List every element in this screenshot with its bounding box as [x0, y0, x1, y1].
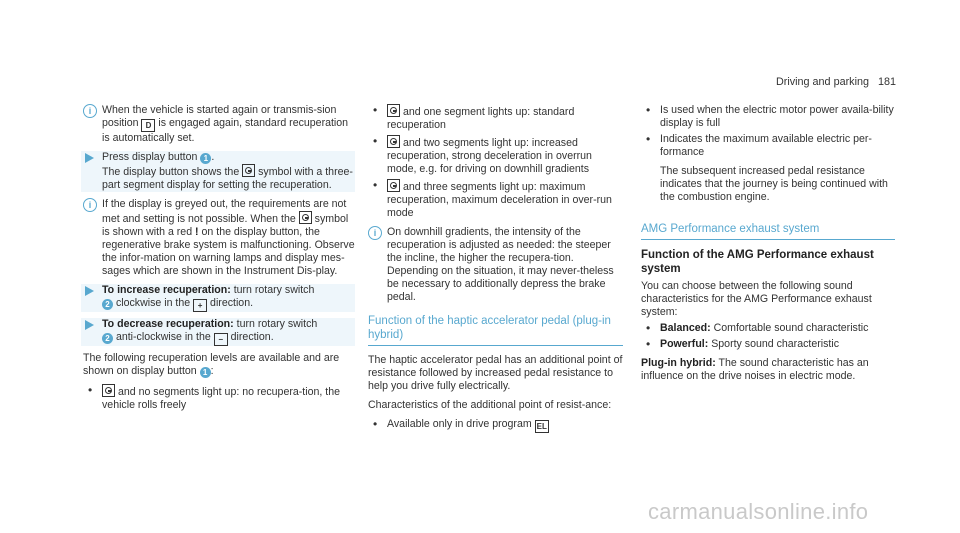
step-text: turn rotary switch [233, 284, 315, 296]
recuperation-icon [387, 179, 400, 192]
section-heading: AMG Performance exhaust system [641, 222, 895, 240]
step-text: Press display button [102, 151, 198, 163]
section-title: Driving and parking [775, 76, 869, 88]
paragraph: The haptic accelerator pedal has an additional point of resistance followed by increased pedal resistance to help you drive fully electrically. [368, 354, 623, 392]
callout-number: 1 [200, 153, 211, 164]
step-text: anti-clockwise in the [115, 331, 211, 343]
step-arrow-icon [85, 286, 94, 296]
list-item [368, 135, 623, 176]
paragraph: You can choose between the following sound characteristics for the AMG Performance exhaust system: [641, 280, 872, 318]
step-label: To decrease recuperation: [102, 318, 234, 330]
note-text: When the vehicle is started again or transmis-sion position [102, 104, 337, 129]
instruction-step [81, 318, 355, 346]
note-text: On downhill gradients, the intensity of the recuperation is adjusted as needed: the steeper the incline, the higher the recupera-tion. Depending on the situation, it may never-theless be necessary to additionally depress the brake pedal. [387, 226, 614, 303]
column-3 [641, 104, 895, 389]
level-text: and three segments light up: maximum recuperation, maximum deceleration in over-run mode [387, 181, 612, 219]
info-note [83, 104, 355, 145]
step-text: turn rotary switch [236, 318, 318, 330]
hybrid-text: The sound characteristic has an influence on the drive noises in electric mode. [641, 357, 869, 382]
levels-text: The following recuperation levels are available and are shown on display button [83, 352, 340, 377]
option-label: Powerful: [660, 338, 709, 350]
step-arrow-icon [85, 153, 94, 163]
list-item [368, 179, 623, 220]
el-program-key: EL [536, 422, 547, 431]
paragraph: Characteristics of the additional point of resist-ance: [368, 399, 612, 411]
list-item [641, 338, 895, 351]
warning-mark: ! [195, 226, 199, 238]
note-text: If the display is greyed out, the requirements are not met and setting is not possible. When the [102, 198, 347, 225]
colon: : [210, 365, 214, 377]
sub-heading: Function of the AMG Performance exhaust system [641, 249, 874, 275]
info-icon: i [83, 198, 97, 212]
callout-number: 2 [102, 333, 113, 344]
list-item [368, 104, 623, 132]
levels-list [368, 104, 623, 220]
list-item [641, 322, 895, 335]
instruction-step [81, 284, 355, 312]
note-text: symbol is shown with a red [102, 213, 349, 238]
callout-number: 1 [200, 367, 211, 378]
step-label: To increase recuperation: [102, 284, 231, 296]
section-heading: Function of the haptic accelerator pedal (plug-in hybrid) [368, 314, 623, 346]
recuperation-icon [387, 104, 400, 117]
instruction-step: Press display button 1 . The display button shows the symbol with a three-part segment display for setting the recuperation. [81, 151, 355, 192]
column-2 [368, 104, 623, 439]
minus-key: − [214, 333, 228, 346]
sub-paragraph: The subsequent increased pedal resistance indicates that the journey is being continued with the combustion engine. [660, 165, 888, 203]
drive-d-key: D [141, 119, 155, 132]
info-note [368, 226, 623, 304]
recuperation-icon [102, 384, 115, 397]
list-item [368, 418, 623, 433]
option-text: Sporty sound characteristic [711, 338, 839, 350]
level-text: and one segment lights up: standard recuperation [387, 106, 575, 131]
step-text: symbol with a three-part segment display for setting the recuperation. [102, 166, 353, 191]
column-1 [83, 104, 355, 418]
note-text: is engaged again, standard recuperation is automatically set. [102, 117, 349, 144]
recuperation-icon [299, 211, 312, 224]
info-icon: i [368, 226, 382, 240]
list-item: • Is used when the electric motor power availa-bility display is full [641, 104, 895, 130]
info-note [83, 198, 355, 278]
bullet-text: Available only in drive program [387, 418, 532, 430]
characteristics-list [368, 418, 623, 433]
step-text: clockwise in the [115, 297, 191, 309]
callout-number: 2 [102, 299, 113, 310]
levels-list [83, 384, 355, 412]
info-icon: i [83, 104, 97, 118]
step-text: direction. [230, 331, 274, 343]
watermark: carmanualsonline.info [648, 499, 869, 524]
step-text: The display button shows the [102, 166, 240, 178]
level-text: and two segments light up: increased recuperation, strong deceleration in overrun mode, e.g. for driving on downhill gradients [387, 137, 592, 175]
option-label: Balanced: [660, 322, 711, 334]
plus-key: + [193, 299, 207, 312]
note-text: on the display button, the regenerative brake system is malfunctioning. Observe the infor-mation on warning lamps and display mes-sages which are shown in the Instrument Dis-play. [102, 226, 355, 277]
hybrid-paragraph [641, 357, 895, 383]
option-text: Comfortable sound characteristic [713, 322, 869, 334]
sound-options-list [641, 322, 895, 351]
hybrid-label: Plug-in hybrid: [641, 357, 716, 369]
list-item [83, 384, 355, 412]
recuperation-icon [242, 164, 255, 177]
recuperation-icon [387, 135, 400, 148]
list-item: • Indicates the maximum available electric per-formance [641, 133, 895, 159]
step-arrow-icon [85, 320, 94, 330]
characteristics-list [641, 104, 895, 159]
page-header [776, 76, 896, 89]
level-text: and no segments light up: no recupera-tion, the vehicle rolls freely [102, 386, 340, 411]
levels-intro [83, 352, 355, 378]
page-number: 181 [877, 76, 896, 88]
step-text: direction. [210, 297, 254, 309]
